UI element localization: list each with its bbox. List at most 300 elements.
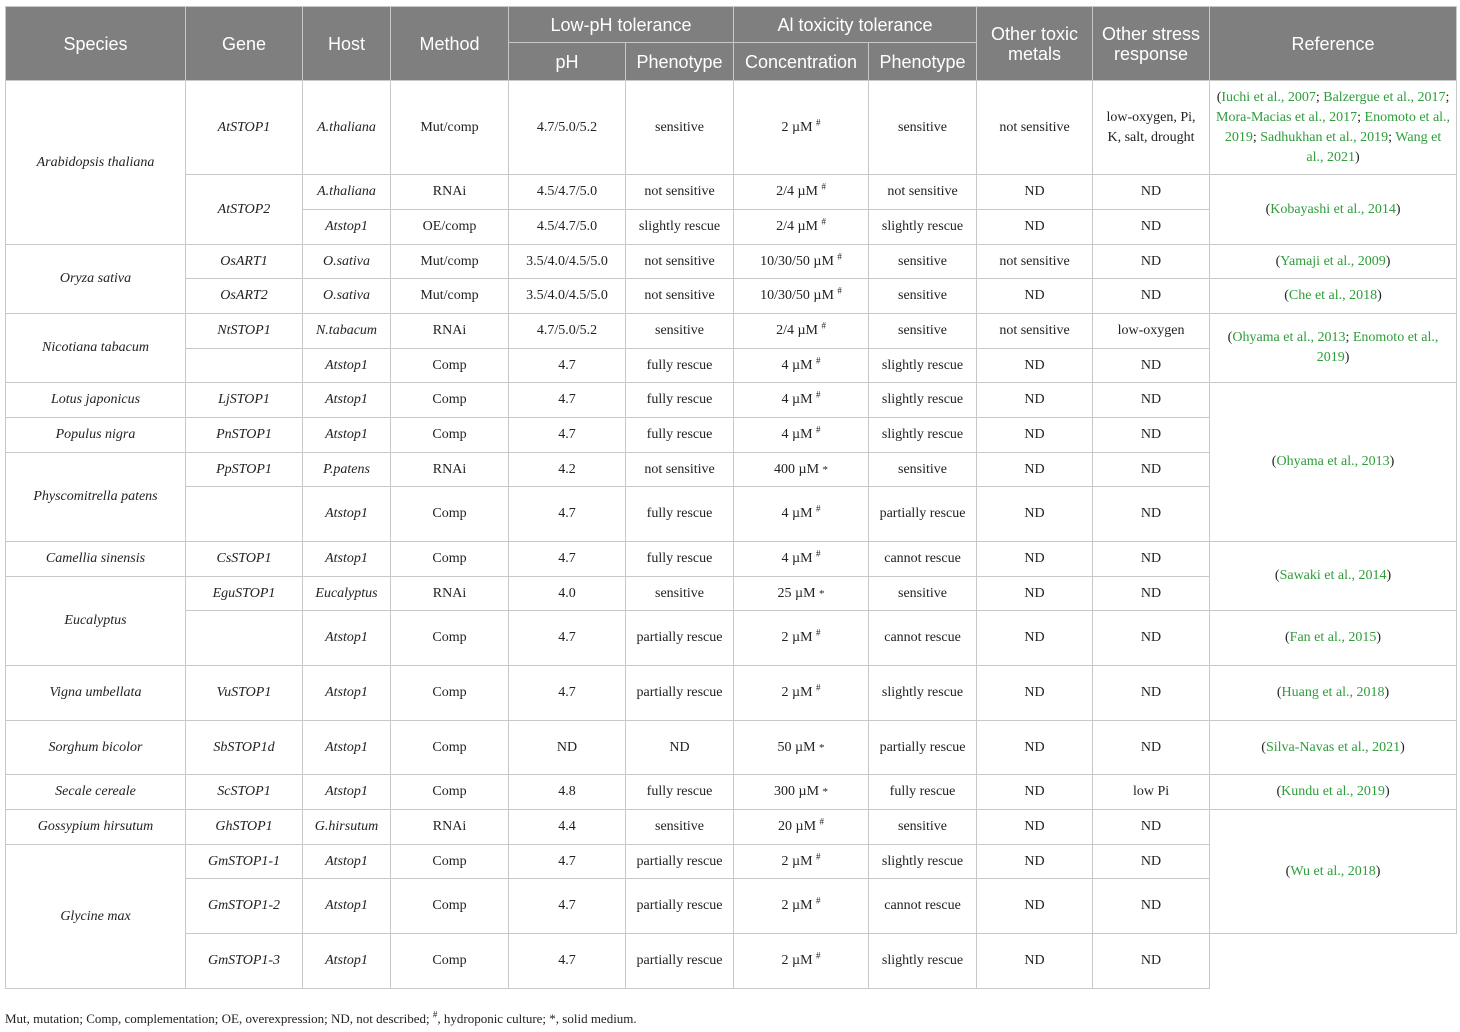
species-cell xyxy=(6,542,186,577)
host-cell xyxy=(303,577,391,611)
reference-cell xyxy=(1210,81,1457,175)
cell-text: Comp xyxy=(432,392,467,407)
col-concentration: Concentration xyxy=(734,43,869,81)
cell-text: Comp xyxy=(432,551,467,566)
reference-link[interactable]: Wu et al., 2018 xyxy=(1290,863,1376,879)
reference-link[interactable]: Silva-Navas et al., 2021 xyxy=(1265,739,1401,755)
cell-text: ND xyxy=(1024,853,1045,869)
cell-text: Comp xyxy=(432,630,467,645)
cell-text: sensitive xyxy=(655,323,704,338)
cell-text: partially rescue xyxy=(636,953,723,968)
other-stress-cell xyxy=(1093,175,1210,210)
col-group-low-ph: Low-pH tolerance xyxy=(509,7,734,43)
cell-text: Arabidopsis thaliana xyxy=(36,154,155,170)
reference-link[interactable]: Wang et al., 2021 xyxy=(1306,129,1442,165)
cell-text: fully rescue xyxy=(889,784,956,799)
reference-punct: ( xyxy=(1261,739,1266,755)
other-metals-cell xyxy=(977,279,1093,314)
method-cell xyxy=(391,81,509,175)
reference-link[interactable]: Huang et al., 2018 xyxy=(1281,685,1385,700)
other-metals-cell xyxy=(977,81,1093,175)
other-metals-cell xyxy=(977,418,1093,453)
ph-cell xyxy=(509,81,626,175)
other-metals-cell xyxy=(977,383,1093,418)
cell-text: AtSTOP1 xyxy=(217,119,271,135)
al-phenotype-cell xyxy=(869,611,977,666)
reference-link[interactable]: Sawaki et al., 2014 xyxy=(1279,568,1387,583)
reference-cell xyxy=(1210,314,1457,383)
cell-text: 4.7 xyxy=(558,427,576,442)
method-cell xyxy=(391,879,509,934)
reference-punct: ) xyxy=(1376,630,1382,645)
cell-text: not sensitive xyxy=(999,323,1070,338)
cell-text: 2 µM xyxy=(781,119,813,135)
reference-punct: ( xyxy=(1216,89,1222,105)
al-phenotype-cell xyxy=(869,175,977,210)
al-phenotype-cell xyxy=(869,81,977,175)
other-metals-cell xyxy=(977,487,1093,542)
cell-text: sensitive xyxy=(898,819,948,834)
reference-link[interactable]: Yamaji et al., 2009 xyxy=(1280,253,1386,269)
concentration-cell xyxy=(734,611,869,666)
host-cell xyxy=(303,245,391,279)
cell-text: cannot rescue xyxy=(884,551,961,566)
cell-text: sensitive xyxy=(898,253,948,269)
reference-link[interactable]: Ohyama et al., 2013 xyxy=(1276,454,1390,469)
cell-text: slightly rescue xyxy=(881,427,964,442)
cell-text: OE/comp xyxy=(422,219,477,234)
other-metals-cell xyxy=(977,175,1093,210)
cell-text: 400 µM xyxy=(774,461,820,477)
gene-cell xyxy=(186,349,303,383)
cell-text: partially rescue xyxy=(636,630,723,645)
host-cell xyxy=(303,934,391,989)
other-stress-cell xyxy=(1093,542,1210,577)
cell-text: cannot rescue xyxy=(884,898,961,913)
method-cell xyxy=(391,245,509,279)
cell-text: OsART2 xyxy=(220,288,268,303)
cell-text: 50 µM xyxy=(777,739,816,755)
al-phenotype-cell xyxy=(869,721,977,775)
host-cell xyxy=(303,453,391,487)
footnote-text: Mut, mutation; Comp, complementation; OE, overexpression; ND, not described; xyxy=(5,1011,433,1026)
hydroponic-mark: # xyxy=(816,627,821,638)
table-row xyxy=(6,314,1457,349)
gene-cell xyxy=(186,611,303,666)
other-stress-cell xyxy=(1093,577,1210,611)
gene-cell xyxy=(186,666,303,721)
cell-text: ND xyxy=(1140,739,1162,755)
gene-cell xyxy=(186,810,303,845)
cell-text: ND xyxy=(1024,506,1045,521)
cell-text: ND xyxy=(1140,551,1162,566)
cell-text: slightly rescue xyxy=(638,219,721,234)
col-reference: Reference xyxy=(1210,7,1457,81)
cell-text: ND xyxy=(1024,184,1045,199)
gene-cell xyxy=(186,279,303,314)
gene-cell xyxy=(186,314,303,349)
cell-text: N.tabacum xyxy=(315,323,378,338)
reference-punct: ( xyxy=(1274,568,1280,583)
host-cell xyxy=(303,210,391,245)
cell-text: ND xyxy=(1024,819,1045,834)
method-cell xyxy=(391,721,509,775)
table-row xyxy=(6,542,1457,577)
species-cell xyxy=(6,418,186,453)
concentration-cell xyxy=(734,721,869,775)
reference-punct: ; xyxy=(1315,89,1324,105)
col-other-metals: Other toxic metals xyxy=(977,7,1093,81)
col-ph-phenotype: Phenotype xyxy=(626,43,734,81)
cell-text: O.sativa xyxy=(322,253,371,269)
cell-text: 4.7 xyxy=(558,953,576,968)
ph-cell xyxy=(509,611,626,666)
cell-text: 3.5/4.0/4.5/5.0 xyxy=(526,253,608,269)
hydroponic-mark: # xyxy=(816,850,821,861)
footnote-hash-mark: # xyxy=(432,1009,438,1020)
reference-link[interactable]: Enomoto et al., 2019 xyxy=(1316,330,1439,365)
concentration-cell xyxy=(734,81,869,175)
cell-text: Comp xyxy=(432,357,467,373)
concentration-cell xyxy=(734,279,869,314)
other-metals-cell xyxy=(977,810,1093,845)
hydroponic-mark: # xyxy=(816,389,821,400)
gene-cell xyxy=(186,721,303,775)
cell-text: 10/30/50 µM xyxy=(760,288,834,303)
cell-text: low-oxygen, Pi, K, salt, drought xyxy=(1106,109,1196,145)
ph-phenotype-cell xyxy=(626,611,734,666)
gene-cell xyxy=(186,879,303,934)
concentration-cell xyxy=(734,418,869,453)
concentration-cell xyxy=(734,775,869,810)
cell-text: Vigna umbellata xyxy=(49,685,142,700)
cell-text: Atstop1 xyxy=(325,784,368,799)
col-other-stress: Other stress response xyxy=(1093,7,1210,81)
method-cell xyxy=(391,418,509,453)
cell-text: sensitive xyxy=(898,288,948,303)
host-cell xyxy=(303,418,391,453)
cell-text: GhSTOP1 xyxy=(215,819,273,834)
cell-text: Atstop1 xyxy=(325,219,368,234)
reference-link[interactable]: Sadhukhan et al., 2019 xyxy=(1260,129,1389,145)
species-cell xyxy=(6,845,186,989)
hydroponic-mark: # xyxy=(837,285,842,296)
reference-link[interactable]: Ohyama et al., 2013 xyxy=(1232,330,1346,345)
reference-link[interactable]: Balzergue et al., 2017 xyxy=(1323,89,1446,105)
other-metals-cell xyxy=(977,314,1093,349)
al-phenotype-cell xyxy=(869,666,977,721)
concentration-cell xyxy=(734,487,869,542)
cell-text: ND xyxy=(1024,630,1045,645)
cell-text: Sorghum bicolor xyxy=(48,739,143,755)
concentration-cell xyxy=(734,245,869,279)
stop1-homologs-table xyxy=(5,6,1457,989)
cell-text: ND xyxy=(1140,819,1162,834)
method-cell xyxy=(391,210,509,245)
other-stress-cell xyxy=(1093,349,1210,383)
col-group-al-toxicity: Al toxicity tolerance xyxy=(734,7,977,43)
gene-cell xyxy=(186,418,303,453)
hydroponic-mark: # xyxy=(816,503,821,514)
cell-text: ND xyxy=(1140,630,1162,645)
cell-text: O.sativa xyxy=(322,288,371,303)
col-gene: Gene xyxy=(186,7,303,81)
reference-link[interactable]: Kundu et al., 2019 xyxy=(1281,784,1385,799)
method-cell xyxy=(391,845,509,879)
cell-text: 4 µM xyxy=(781,427,813,442)
cell-text: partially rescue xyxy=(636,853,723,869)
hydroponic-mark: # xyxy=(819,816,825,827)
gene-cell xyxy=(186,245,303,279)
cell-text: ND xyxy=(1024,461,1045,477)
hydroponic-mark: # xyxy=(816,424,821,435)
table-row xyxy=(6,934,1457,989)
cell-text: Comp xyxy=(432,427,467,442)
reference-link[interactable]: Fan et al., 2015 xyxy=(1289,630,1377,645)
cell-text: AtSTOP2 xyxy=(217,201,271,217)
cell-text: G.hirsutum xyxy=(314,819,379,834)
gene-cell xyxy=(186,775,303,810)
cell-text: 2 µM xyxy=(781,685,813,700)
ph-phenotype-cell xyxy=(626,879,734,934)
cell-text: Atstop1 xyxy=(325,392,368,407)
reference-cell xyxy=(1210,721,1457,775)
reference-link[interactable]: Mora-Macias et al., 2017 xyxy=(1216,109,1358,125)
al-phenotype-cell xyxy=(869,279,977,314)
cell-text: slightly rescue xyxy=(881,219,964,234)
cell-text: slightly rescue xyxy=(881,357,964,373)
cell-text: ND xyxy=(1024,551,1045,566)
ph-phenotype-cell xyxy=(626,383,734,418)
cell-text: Atstop1 xyxy=(325,953,368,968)
cell-text: PnSTOP1 xyxy=(216,427,272,442)
ph-cell xyxy=(509,418,626,453)
reference-punct: ( xyxy=(1285,863,1291,879)
reference-punct: ) xyxy=(1389,454,1395,469)
ph-cell xyxy=(509,279,626,314)
gene-cell xyxy=(186,453,303,487)
cell-text: ND xyxy=(1024,219,1045,234)
other-metals-cell xyxy=(977,453,1093,487)
cell-text: ND xyxy=(1140,506,1162,521)
other-metals-cell xyxy=(977,210,1093,245)
cell-text: Comp xyxy=(432,898,467,913)
concentration-cell xyxy=(734,383,869,418)
al-phenotype-cell xyxy=(869,845,977,879)
cell-text: ND xyxy=(1140,953,1162,968)
other-metals-cell xyxy=(977,666,1093,721)
cell-text: ND xyxy=(1024,739,1045,755)
cell-text: 4 µM xyxy=(781,506,813,521)
reference-punct: ; xyxy=(1345,330,1353,345)
other-stress-cell xyxy=(1093,721,1210,775)
ph-cell xyxy=(509,175,626,210)
host-cell xyxy=(303,175,391,210)
method-cell xyxy=(391,577,509,611)
table-row xyxy=(6,81,1457,175)
other-stress-cell xyxy=(1093,487,1210,542)
cell-text: 4 µM xyxy=(781,392,813,407)
cell-text: Camellia sinensis xyxy=(45,551,146,566)
cell-text: Nicotiana tabacum xyxy=(42,340,149,355)
hydroponic-mark: # xyxy=(816,116,821,127)
concentration-cell xyxy=(734,453,869,487)
other-metals-cell xyxy=(977,542,1093,577)
reference-link[interactable]: Kobayashi et al., 2014 xyxy=(1270,201,1396,217)
cell-text: 2 µM xyxy=(781,853,813,869)
cell-text: 4.7 xyxy=(558,551,576,566)
cell-text: not sensitive xyxy=(887,184,958,199)
cell-text: 4.7 xyxy=(558,853,576,869)
cell-text: RNAi xyxy=(432,184,467,199)
cell-text: partially rescue xyxy=(879,739,966,755)
cell-text: ND xyxy=(1140,461,1162,477)
cell-text: 4.7 xyxy=(558,685,576,700)
other-metals-cell xyxy=(977,611,1093,666)
cell-text: ND xyxy=(1140,392,1162,407)
host-cell xyxy=(303,542,391,577)
cell-text: Comp xyxy=(432,685,467,700)
cell-text: sensitive xyxy=(898,119,948,135)
other-stress-cell xyxy=(1093,81,1210,175)
cell-text: ND xyxy=(1024,357,1045,373)
col-al-phenotype: Phenotype xyxy=(869,43,977,81)
cell-text: 2/4 µM xyxy=(776,323,818,338)
cell-text: 10/30/50 µM xyxy=(760,253,834,269)
concentration-cell xyxy=(734,934,869,989)
cell-text: 4.5/4.7/5.0 xyxy=(536,219,598,234)
cell-text: not sensitive xyxy=(644,461,715,477)
cell-text: Comp xyxy=(432,853,467,869)
ph-cell xyxy=(509,666,626,721)
method-cell xyxy=(391,934,509,989)
cell-text: GmSTOP1-1 xyxy=(207,853,281,869)
other-metals-cell xyxy=(977,349,1093,383)
concentration-cell xyxy=(734,175,869,210)
species-cell xyxy=(6,666,186,721)
col-ph: pH xyxy=(509,43,626,81)
cell-text: low Pi xyxy=(1132,784,1170,799)
table-row xyxy=(6,383,1457,418)
other-metals-cell xyxy=(977,934,1093,989)
reference-punct: ) xyxy=(1375,863,1381,879)
cell-text: 20 µM xyxy=(778,819,817,834)
ph-phenotype-cell xyxy=(626,845,734,879)
cell-text: sensitive xyxy=(898,461,948,477)
cell-text: 2/4 µM xyxy=(776,219,818,234)
al-phenotype-cell xyxy=(869,934,977,989)
cell-text: ND xyxy=(1140,685,1162,700)
other-stress-cell xyxy=(1093,879,1210,934)
host-cell xyxy=(303,810,391,845)
reference-punct: ( xyxy=(1276,784,1282,799)
cell-text: Atstop1 xyxy=(325,898,368,913)
cell-text: Atstop1 xyxy=(325,506,368,521)
cell-text: Atstop1 xyxy=(325,630,368,645)
cell-text: A.thaliana xyxy=(317,119,376,135)
reference-punct: ) xyxy=(1400,739,1405,755)
method-cell xyxy=(391,314,509,349)
host-cell xyxy=(303,279,391,314)
reference-link[interactable]: Enomoto et al., 2019 xyxy=(1224,109,1451,145)
other-metals-cell xyxy=(977,577,1093,611)
cell-text: ND xyxy=(1024,685,1045,700)
solid-medium-mark: * xyxy=(822,786,829,798)
cell-text: 2 µM xyxy=(781,953,813,968)
al-phenotype-cell xyxy=(869,542,977,577)
ph-cell xyxy=(509,934,626,989)
ph-cell xyxy=(509,721,626,775)
ph-cell xyxy=(509,577,626,611)
cell-text: 4.7/5.0/5.2 xyxy=(536,323,598,338)
reference-punct: ) xyxy=(1344,350,1350,365)
cell-text: Atstop1 xyxy=(325,427,368,442)
cell-text: 4.0 xyxy=(558,585,576,601)
method-cell xyxy=(391,487,509,542)
reference-punct: ( xyxy=(1271,454,1277,469)
cell-text: Eucalyptus xyxy=(64,613,127,628)
cell-text: sensitive xyxy=(655,119,704,135)
species-cell xyxy=(6,245,186,314)
cell-text: Mut/comp xyxy=(420,119,479,135)
ph-phenotype-cell xyxy=(626,934,734,989)
gene-cell xyxy=(186,487,303,542)
cell-text: fully rescue xyxy=(646,427,713,442)
ph-phenotype-cell xyxy=(626,666,734,721)
ph-phenotype-cell xyxy=(626,279,734,314)
gene-cell xyxy=(186,577,303,611)
cell-text: 4.7 xyxy=(558,506,576,521)
cell-text: sensitive xyxy=(655,585,704,601)
cell-text: Lotus japonicus xyxy=(50,392,141,407)
cell-text: sensitive xyxy=(898,323,948,338)
cell-text: 25 µM xyxy=(777,585,816,601)
method-cell xyxy=(391,666,509,721)
cell-text: partially rescue xyxy=(879,506,966,521)
al-phenotype-cell xyxy=(869,245,977,279)
cell-text: Eucalyptus xyxy=(315,585,378,601)
al-phenotype-cell xyxy=(869,577,977,611)
al-phenotype-cell xyxy=(869,383,977,418)
reference-punct: ) xyxy=(1355,149,1360,165)
host-cell xyxy=(303,845,391,879)
reference-cell xyxy=(1210,810,1457,934)
reference-link[interactable]: Iuchi et al., 2007 xyxy=(1221,89,1316,105)
cell-text: fully rescue xyxy=(646,392,713,407)
ph-phenotype-cell xyxy=(626,349,734,383)
method-cell xyxy=(391,453,509,487)
reference-punct: ; xyxy=(1445,89,1450,105)
cell-text: Secale cereale xyxy=(55,784,136,799)
al-phenotype-cell xyxy=(869,349,977,383)
other-metals-cell xyxy=(977,845,1093,879)
hydroponic-mark: # xyxy=(816,682,821,693)
host-cell xyxy=(303,775,391,810)
other-stress-cell xyxy=(1093,775,1210,810)
cell-text: partially rescue xyxy=(636,898,723,913)
al-phenotype-cell xyxy=(869,453,977,487)
other-stress-cell xyxy=(1093,611,1210,666)
cell-text: A.thaliana xyxy=(317,184,376,199)
concentration-cell xyxy=(734,810,869,845)
cell-text: ND xyxy=(1140,219,1162,234)
cell-text: not sensitive xyxy=(644,288,715,303)
reference-link[interactable]: Che et al., 2018 xyxy=(1288,288,1378,303)
cell-text: fully rescue xyxy=(646,551,713,566)
cell-text: 4.4 xyxy=(558,819,576,834)
host-cell xyxy=(303,666,391,721)
method-cell xyxy=(391,175,509,210)
